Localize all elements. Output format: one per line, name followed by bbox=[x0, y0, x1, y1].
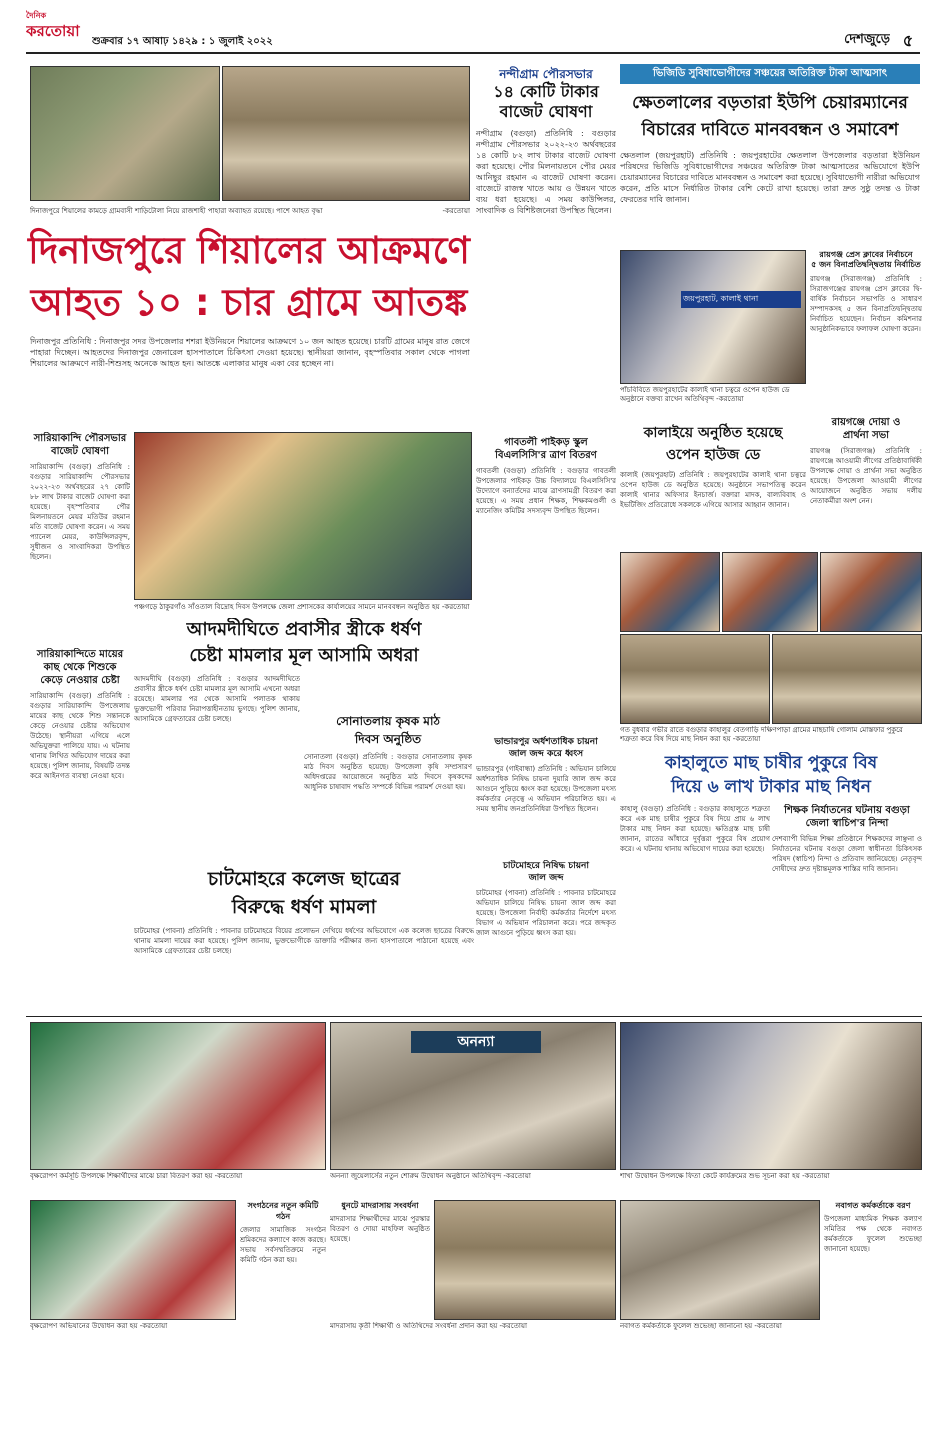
bhandarpur-story bbox=[476, 736, 616, 846]
gabtali-headline-1: গাবতলী পাইকড় স্কুল bbox=[504, 437, 588, 448]
bottom-story-3-body: উপজেলা মাধ্যমিক শিক্ষক কল্যাণ সমিতির পক্ষ থেকে নবাগত কর্মকর্তাকে ফুলেল শুভেচ্ছা জানানো হয়েছে। bbox=[824, 1215, 922, 1253]
raiganj-prayer-headline-1: রায়গঞ্জে দোয়া ও bbox=[831, 417, 901, 428]
chatmohar-body: চাটমোহর (পাবনা) প্রতিনিধি : পাবনার চাটমোহরে বিয়ের প্রলোভন দেখিয়ে ধর্ষণের অভিযোগে এক কলেজ ছাত্রের বিরুদ্ধে থানায় মামলা দায়ের করা হয়েছে। পুলিশ জানায়, ভুক্তভোগীকে ডাক্তারি পরীক্ষার জন্য হাসপাতালে পাঠানো হয়েছে এবং আসামিকে গ্রেফতারের চেষ্টা চলছে। bbox=[134, 927, 474, 955]
lead-headline-line1: দিনাজপুরে শিয়ালের আক্রমণে bbox=[28, 229, 470, 272]
raiganj-press-headline-2: ৫ জন বিনাপ্রতিদ্বন্দ্বিতায় নির্বাচিত bbox=[811, 260, 921, 269]
jackal-photo-left bbox=[30, 66, 220, 201]
lead-headline-line2: আহত ১০ : চার গ্রামে আতঙ্ক bbox=[30, 281, 468, 324]
raiganj-press-story bbox=[810, 250, 922, 410]
fish-photo-bottom-left bbox=[620, 634, 770, 724]
sariakandi-child-body: সারিয়াকান্দি (বগুড়া) প্রতিনিধি : বগুড়ার সারিয়াকান্দি উপজেলায় মায়ের কাছ থেকে শিশু সন্তানকে কেড়ে নেওয়ার চেষ্টার অভিযোগ উঠেছে। স্থানীয়রা এগিয়ে এলে অভিযুক্তরা পালিয়ে যায়। এ ঘটনায় থানায় লিখিত অভিযোগ দায়ের করা হয়েছে। পুলিশ জানায়, বিষয়টি তদন্ত করে আইনগত ব্যবস্থা নেওয়া হবে। bbox=[30, 692, 130, 780]
sariakandi-budget-headline-1: সারিয়াকান্দি পৌরসভার bbox=[33, 433, 127, 444]
sonatala-headline-2: দিবস অনুষ্ঠিত bbox=[354, 732, 422, 746]
kahalu-headline-2: দিয়ে ৬ লাখ টাকার মাছ নিধন bbox=[671, 777, 871, 797]
logo-main-text: করতোয়া bbox=[26, 22, 80, 40]
bottom-caption-5: মাদরাসায় কৃতী শিক্ষার্থী ও অতিথিদের সংবর্ধনা প্রদান করা হয় -করতোয়া bbox=[330, 1322, 528, 1330]
nandigram-headline-2: ১৪ কোটি টাকার bbox=[493, 82, 599, 101]
kalai-banner-text: জয়পুরহাট, কালাই থানা bbox=[681, 291, 801, 308]
sonatala-headline-1: সোনাতলায় কৃষক মাঠ bbox=[336, 714, 440, 728]
fish-photo-top-mid bbox=[722, 552, 818, 632]
rally-photo-caption: পঞ্চগড়ে ঠাকুরগাঁও সাঁওতাল বিদ্রোহ দিবস উপলক্ষে জেলা প্রশাসকের কার্যালয়ের সামনে মানববন্ধন অনুষ্ঠিত হয় -করতোয়া bbox=[134, 603, 470, 611]
kalai-body: কালাই (জয়পুরহাট) প্রতিনিধি : জয়পুরহাটের কালাই থানা চত্বরে ওপেন হাউজ ডে অনুষ্ঠিত হয়েছে। অনুষ্ঠানে সভাপতিত্ব করেন কালাই থানার অফিসার ইনচার্জ। বক্তারা মাদক, বাল্যবিবাহ ও ইভটিজিং প্রতিরোধে সকলকে এগিয়ে আসার আহ্বান জানান। bbox=[620, 471, 806, 509]
sariakandi-child-story bbox=[30, 648, 130, 1018]
lead-story-body: দিনাজপুর প্রতিনিধি : দিনাজপুর সদর উপজেলার শশরা ইউনিয়নে শিয়ালের আক্রমণে ১০ জন আহত হয়েছে। চারটি গ্রামের মানুষ রাত জেগে পাহারা দিচ্ছেন। আহতদের দিনাজপুর জেনারেল হাসপাতালে চিকিৎসা দেওয়া হয়েছে। স্থানীয়রা জানান, বৃহস্পতিবার সকাল থেকে পাগলা শিয়ালের আক্রমণে নারী-শিশুসহ অনেকে আহত হন। আতঙ্কে এলাকার মানুষ একা বের হচ্ছেন না। bbox=[30, 337, 470, 368]
nandigram-headline-3: বাজেট ঘোষণা bbox=[499, 102, 593, 121]
teacher-body: দেশব্যাপী বিভিন্ন শিক্ষা প্রতিষ্ঠানে শিক্ষকদের লাঞ্ছনা ও নির্যাতনের ঘটনায় বগুড়া জেলা স্বাধীনতা চিকিৎসক পরিষদ (স্বাচিপ) নিন্দা ও প্রতিবাদ জানিয়েছে। নেতৃবৃন্দ দোষীদের দ্রুত দৃষ্টান্তমূলক শাস্তির দাবি জানান। bbox=[772, 835, 922, 873]
bottom-caption-3: শাখা উদ্বোধন উপলক্ষে ফিতা কেটে কার্যক্রমের শুভ সূচনা করা হয় -করতোয়া bbox=[620, 1172, 830, 1180]
chatmohar-net-story bbox=[476, 860, 616, 1010]
bottom-story-3-headline: নবাগত কর্মকর্তাকে বরণ bbox=[835, 1201, 911, 1210]
masthead bbox=[0, 0, 945, 62]
khetlal-body: ক্ষেতলাল (জয়পুরহাট) প্রতিনিধি : জয়পুরহাটের ক্ষেতলাল উপজেলার বড়তারা ইউনিয়ন পরিষদের ভিজিডি সুবিধাভোগীদের সঞ্চয়ের অতিরিক্ত টাকা আত্মসাতের অভিযোগে ইউপি চেয়ারম্যানের বিচারের দাবিতে মানববন্ধন ও সমাবেশ করা হয়েছে। সুবিধাভোগী নারীরা অভিযোগ করেন, প্রতি মাসে নির্ধারিত টাকার বেশি কেটে রাখা হয়েছে। তারা দ্রুত সুষ্ঠু তদন্ত ও টাকা ফেরতের দাবি জানান। bbox=[620, 151, 920, 204]
adamdighi-body: আদমদীঘি (বগুড়া) প্রতিনিধি : বগুড়ার আদমদীঘিতে প্রবাসীর স্ত্রীকে ধর্ষণ চেষ্টা মামলার মূল আসামি এখনো অধরা রয়েছে। মামলার পর থেকে আসামি পলাতক থাকায় ভুক্তভোগী পরিবার নিরাপত্তাহীনতায় ভুগছে। পুলিশ জানায়, আসামিকে গ্রেফতারের চেষ্টা চলছে। bbox=[134, 675, 300, 723]
bottom-story-1 bbox=[240, 1200, 326, 1370]
bhandarpur-body: ভান্ডারপুর (গাইবান্ধা) প্রতিনিধি : অভিযান চালিয়ে অর্ধশতাধিক নিষিদ্ধ চায়না দুয়ারি জাল জব্দ করে আগুনে পুড়িয়ে ধ্বংস করা হয়েছে। উপজেলা মৎস্য কর্মকর্তার নেতৃত্বে এ অভিযান পরিচালিত হয়। এ সময় স্থানীয় জনপ্রতিনিধিরা উপস্থিত ছিলেন। bbox=[476, 765, 616, 813]
store-sign: অনন্যা bbox=[411, 1031, 541, 1053]
bottom-photo-4 bbox=[30, 1200, 236, 1320]
nandigram-body: নন্দীগ্রাম (বগুড়া) প্রতিনিধি : বগুড়ার নন্দীগ্রাম পৌরসভার ২০২২-২৩ অর্থবছরের ১৪ কোটি ৮২ লাখ টাকার বাজেট ঘোষণা করা হয়েছে। পৌর মিলনায়তনে পৌর মেয়র আনিছুর রহমান এ বাজেট ঘোষণা করেন। বাজেটে রাজস্ব খাতে আয় ও উন্নয়ন খাতে ব্যয় ধরা হয়েছে। এ সময় কাউন্সিলর, সাংবাদিক ও বিশিষ্টজনেরা উপস্থিত ছিলেন। bbox=[476, 129, 616, 215]
raiganj-press-headline-1: রায়গঞ্জ প্রেস ক্লাবের নির্বাচনে bbox=[819, 250, 913, 259]
masthead-rule bbox=[26, 52, 920, 54]
sonatala-body: সোনাতলা (বগুড়া) প্রতিনিধি : বগুড়ার সোনাতলায় কৃষক মাঠ দিবস অনুষ্ঠিত হয়েছে। উপজেলা কৃষি সম্প্রসারণ অধিদপ্তরের আয়োজনে অনুষ্ঠিত মাঠ দিবসে কৃষকদের আধুনিক চাষাবাদ পদ্ধতি সম্পর্কে বিভিন্ন পরামর্শ দেওয়া হয়। bbox=[304, 753, 472, 791]
vgd-banner: ভিজিডি সুবিধাভোগীদের সঞ্চয়ের অতিরিক্ত টাকা আত্মসাৎ bbox=[620, 64, 920, 84]
khetlal-headline-1: ক্ষেতলালের বড়তারা ইউপি চেয়ারম্যানের bbox=[632, 93, 908, 113]
sariakandi-budget-body: সারিয়াকান্দি (বগুড়া) প্রতিনিধি : বগুড়ার সারিয়াকান্দি পৌরসভার ২০২২-২৩ অর্থবছরের ২৭ কোটি ৮৮ লাখ টাকার বাজেট ঘোষণা করা হয়েছে। বৃহস্পতিবার পৌর মিলনায়তনে মেয়র মতিউর রহমান মতি বাজেট ঘোষণা করেন। এ সময় প্যানেল মেয়র, কাউন্সিলরবৃন্দ, সুধীজন ও সাংবাদিকরা উপস্থিত ছিলেন। bbox=[30, 463, 130, 561]
sariakandi-child-headline-1: সারিয়াকান্দিতে মায়ের bbox=[36, 649, 124, 660]
bottom-caption-4: বৃক্ষরোপণ অভিযানের উদ্বোধন করা হয় -করতোয়া bbox=[30, 1322, 168, 1330]
logo bbox=[26, 10, 88, 50]
kahalu-headline-1: কাহালুতে মাছ চাষীর পুকুরে বিষ bbox=[664, 753, 878, 773]
kalai-headline-1: কালাইয়ে অনুষ্ঠিত হয়েছে bbox=[643, 425, 783, 441]
page-number: ৫ bbox=[902, 31, 914, 50]
adamdighi-headline-1: আদমদীঘিতে প্রবাসীর স্ত্রীকে ধর্ষণ bbox=[186, 619, 422, 640]
teacher-headline-1: শিক্ষক নির্যাতনের ঘটনায় বগুড়া bbox=[784, 805, 910, 816]
kalai-headline-2: ওপেন হাউজ ডে bbox=[665, 447, 761, 463]
kalai-photo bbox=[620, 250, 806, 384]
adamdighi-headline-2: চেষ্টা মামলার মূল আসামি অধরা bbox=[189, 645, 419, 666]
kahalu-body: কাহালু (বগুড়া) প্রতিনিধি : বগুড়ার কাহালুতে শত্রুতা করে এক মাছ চাষীর পুকুরে বিষ দিয়ে প্রায় ৬ লাখ টাকার মাছ নিধন করা হয়েছে। ক্ষতিগ্রস্ত মাছ চাষী জানান, রাতের আঁধারে দুর্বৃত্তরা পুকুরে বিষ প্রয়োগ করে। এ ঘটনায় থানায় অভিযোগ দায়ের করা হয়েছে। bbox=[620, 805, 770, 853]
raiganj-prayer-headline-2: প্রার্থনা সভা bbox=[842, 430, 890, 441]
gabtali-story bbox=[476, 436, 616, 586]
raiganj-prayer-body: রায়গঞ্জ (সিরাজগঞ্জ) প্রতিনিধি : রায়গঞ্জে আওয়ামী লীগের প্রতিষ্ঠাবার্ষিকী উপলক্ষে দোয়া ও প্রার্থনা সভা অনুষ্ঠিত হয়েছে। উপজেলা আওয়ামী লীগের আয়োজনে অনুষ্ঠিত সভায় দলীয় নেতাকর্মীরা অংশ নেন। bbox=[810, 447, 922, 505]
sariakandi-child-headline-2: কাছ থেকে শিশুকে bbox=[43, 662, 117, 673]
bhandarpur-headline-1: ভান্ডারপুর অর্ধশতাধিক চায়না bbox=[494, 737, 598, 747]
bottom-photo-5 bbox=[434, 1200, 616, 1320]
bottom-story-2-headline: ধুনটে মাদরাসায় সংবর্ধনা bbox=[341, 1201, 419, 1210]
section-title: দেশজুড়ে bbox=[844, 32, 890, 47]
chatmohar-net-headline-1: চাটমোহরে নিষিদ্ধ চায়না bbox=[503, 861, 589, 871]
gabtali-body: গাবতলী (বগুড়া) প্রতিনিধি : বগুড়ার গাবতলী উপজেলার পাইকড় উচ্চ বিদ্যালয়ে বিএলসিসি'র উদ্যোগে বন্যার্তদের মাঝে ত্রাণসামগ্রী বিতরণ করা হয়েছে। এ সময় প্রধান শিক্ষক, শিক্ষকমণ্ডলী ও ম্যানেজিং কমিটির সদস্যবৃন্দ উপস্থিত ছিলেন। bbox=[476, 467, 616, 515]
bottom-caption-2: অনন্যা জুয়েলার্সের নতুন শোরুম উদ্বোধন অনুষ্ঠানে অতিথিবৃন্দ -করতোয়া bbox=[330, 1172, 531, 1180]
sariakandi-budget-story bbox=[30, 432, 130, 642]
jackal-photo-right bbox=[222, 66, 470, 201]
chatmohar-headline-2: বিরুদ্ধে ধর্ষণ মামলা bbox=[231, 896, 377, 918]
bottom-story-3 bbox=[824, 1200, 922, 1370]
fish-photo-top-right bbox=[820, 552, 922, 632]
kalai-photo-caption: পাঁচবিবিতে জয়পুরহাটের কালাই থানা চত্বরে ওপেন হাউজ ডে অনুষ্ঠানে বক্তব্য রাখেন অতিথিবৃন্দ -করতোয়া bbox=[620, 386, 790, 403]
nandigram-headline-1: নন্দীগ্রাম পৌরসভার bbox=[499, 67, 593, 81]
jackal-photo-caption: দিনাজপুরে শিয়ালের কামড়ে গ্রামবাসী শাড়িটোলা নিয়ে রাজশাহী পাহারা অব্যাহত রয়েছে। পাশে আহত বৃদ্ধা bbox=[30, 207, 323, 215]
bottom-photo-1 bbox=[30, 1022, 326, 1170]
chatmohar-net-headline-2: জাল জব্দ bbox=[528, 873, 564, 883]
nandigram-story bbox=[476, 66, 616, 426]
logo-small-text: দৈনিক bbox=[26, 11, 47, 20]
fish-photo-bottom-right bbox=[772, 634, 922, 724]
bottom-photo-6 bbox=[620, 1200, 820, 1320]
bhandarpur-headline-2: জাল জব্দ করে ধ্বংস bbox=[508, 749, 584, 759]
bottom-photo-2 bbox=[330, 1022, 616, 1170]
section-divider bbox=[26, 1016, 922, 1017]
raiganj-press-body: রায়গঞ্জ (সিরাজগঞ্জ) প্রতিনিধি : সিরাজগঞ্জের রায়গঞ্জ প্রেস ক্লাবের দ্বি-বার্ষিক নির্বাচনে সভাপতি ও সাধারণ সম্পাদকসহ ৫ জন বিনাপ্রতিদ্বন্দ্বিতায় নির্বাচিত হয়েছেন। নির্বাচন কমিশনার আনুষ্ঠানিকভাবে ফলাফল ঘোষণা করেন। bbox=[810, 275, 922, 333]
sariakandi-child-headline-3: কেড়ে নেওয়ার চেষ্টা bbox=[40, 675, 120, 686]
fish-photo-caption: গত বুধবার গভীর রাতে বগুড়ার কাহালুর বেতগাড়ি দক্ষিণপাড়া গ্রামের মাছচাষি গোলাম মোস্তফার পুকুরে শত্রুতা করে বিষ দিয়ে মাছ নিধন করা হয় -করতোয়া bbox=[620, 726, 903, 743]
bottom-story-1-body: জেলার সামাজিক সংগঠন শ্রমিকদের কল্যাণে কাজ করছে। সভায় সর্বসম্মতিক্রমে নতুন কমিটি গঠন করা হয়। bbox=[240, 1226, 326, 1264]
gabtali-headline-2: বিএলসিসি'র ত্রাণ বিতরণ bbox=[495, 450, 597, 461]
date-line: শুক্রবার ১৭ আষাঢ় ১৪২৯ : ১ জুলাই ২০২২ bbox=[92, 36, 273, 47]
fish-photo-top-left bbox=[620, 552, 720, 632]
bottom-caption-1: বৃক্ষরোপণ কর্মসূচি উপলক্ষে শিক্ষার্থীদের মাঝে চারা বিতরণ করা হয় -করতোয়া bbox=[30, 1172, 243, 1180]
jackal-photo-credit: -করতোয়া bbox=[442, 207, 470, 215]
chatmohar-net-body: চাটমোহর (পাবনা) প্রতিনিধি : পাবনার চাটমোহরে অভিযান চালিয়ে নিষিদ্ধ চায়না জাল জব্দ করা হয়েছে। উপজেলা নির্বাহী কর্মকর্তার নির্দেশে মৎস্য বিভাগ এ অভিযান পরিচালনা করে। পরে জব্দকৃত জাল আগুনে পুড়িয়ে ধ্বংস করা হয়। bbox=[476, 889, 616, 937]
bottom-photo-3 bbox=[620, 1022, 922, 1170]
bottom-story-2 bbox=[330, 1200, 430, 1290]
bottom-story-1-headline: সংগঠনের নতুন কমিটি গঠন bbox=[247, 1201, 319, 1221]
bottom-caption-6: নবাগত কর্মকর্তাকে ফুলেল শুভেচ্ছা জানানো হয় -করতোয়া bbox=[620, 1322, 782, 1330]
khetlal-headline-2: বিচারের দাবিতে মানববন্ধন ও সমাবেশ bbox=[641, 120, 899, 140]
chatmohar-headline-1: চাটমোহরে কলেজ ছাত্রের bbox=[207, 868, 401, 890]
sariakandi-budget-headline-2: বাজেট ঘোষণা bbox=[51, 446, 109, 457]
bottom-story-2-body: মাদরাসার শিক্ষার্থীদের মাঝে পুরস্কার বিতরণ ও দোয়া মাহফিল অনুষ্ঠিত হয়েছে। bbox=[330, 1215, 430, 1243]
teacher-story bbox=[772, 804, 922, 1014]
rally-photo bbox=[134, 432, 472, 600]
teacher-headline-2: জেলা স্বাচিপ'র নিন্দা bbox=[805, 818, 889, 829]
raiganj-prayer-story bbox=[810, 416, 922, 546]
